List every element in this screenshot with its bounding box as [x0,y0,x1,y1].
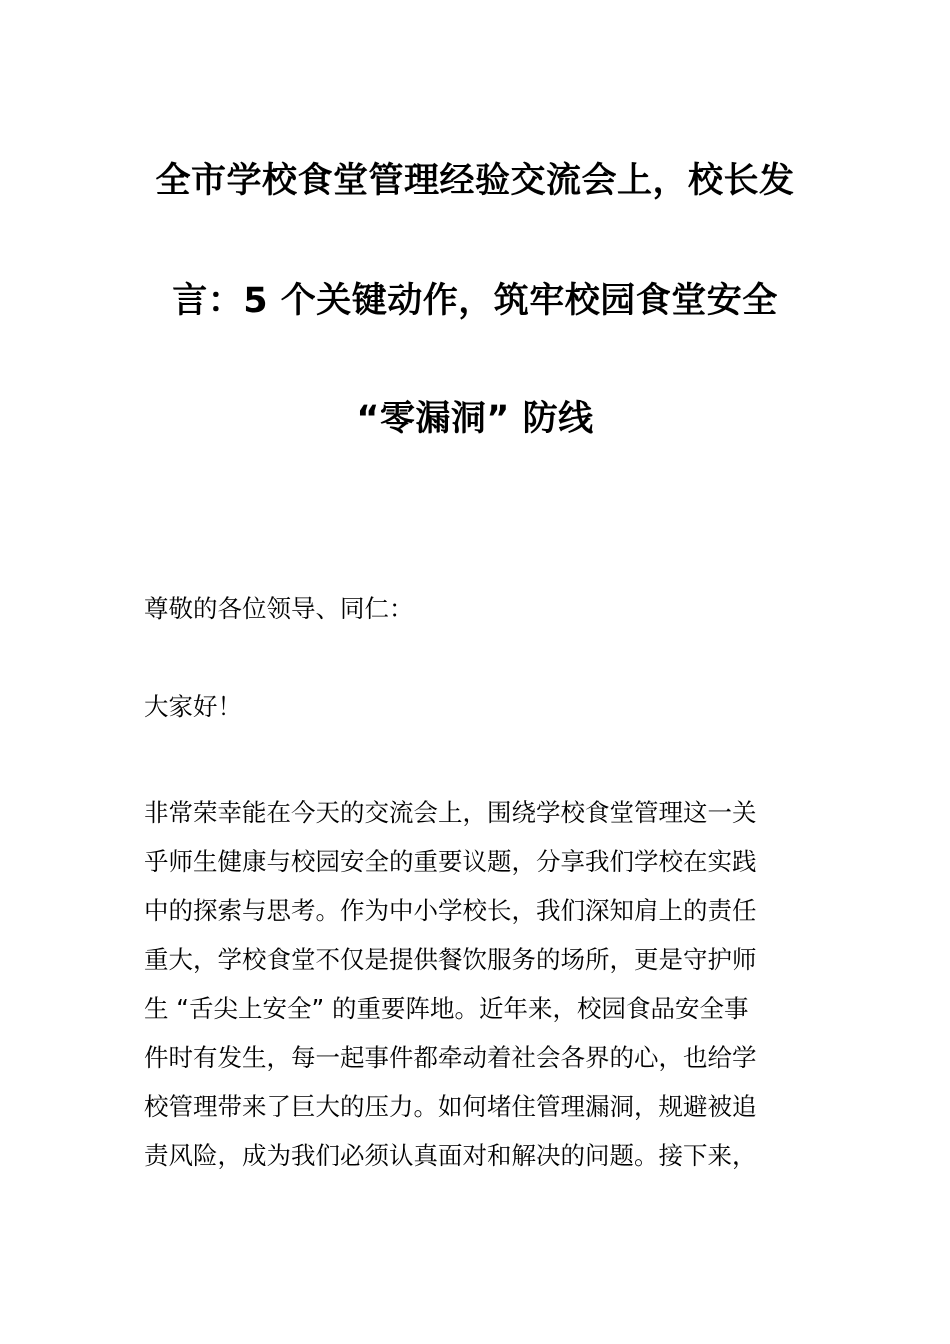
body-line: 重大，学校食堂不仅是提供餐饮服务的场所，更是守护师 [144,945,757,974]
document-title-line-1: 全市学校食堂管理经验交流会上，校长发 [155,161,795,201]
document-title-line-3: “零漏洞” 防线 [356,399,594,439]
greeting: 大家好！ [144,692,242,721]
body-line: 非常荣幸能在今天的交流会上，围绕学校食堂管理这一关 [144,798,757,827]
body-line: 校管理带来了巨大的压力。如何堵住管理漏洞，规避被追 [144,1092,757,1121]
salutation: 尊敬的各位领导、同仁： [144,594,414,623]
body-paragraph [144,788,809,1180]
document-title-line-2: 言：5 个关键动作，筑牢校园食堂安全 [172,281,778,321]
body-line: 责风险，成为我们必须认真面对和解决的问题。接下来， [144,1141,757,1170]
body-line: 中的探索与思考。作为中小学校长，我们深知肩上的责任 [144,896,757,925]
body-line: 件时有发生，每一起事件都牵动着社会各界的心，也给学 [144,1043,757,1072]
body-line: 生 “舌尖上安全” 的重要阵地。近年来，校园食品安全事 [144,994,749,1023]
body-line: 乎师生健康与校园安全的重要议题，分享我们学校在实践 [144,847,757,876]
